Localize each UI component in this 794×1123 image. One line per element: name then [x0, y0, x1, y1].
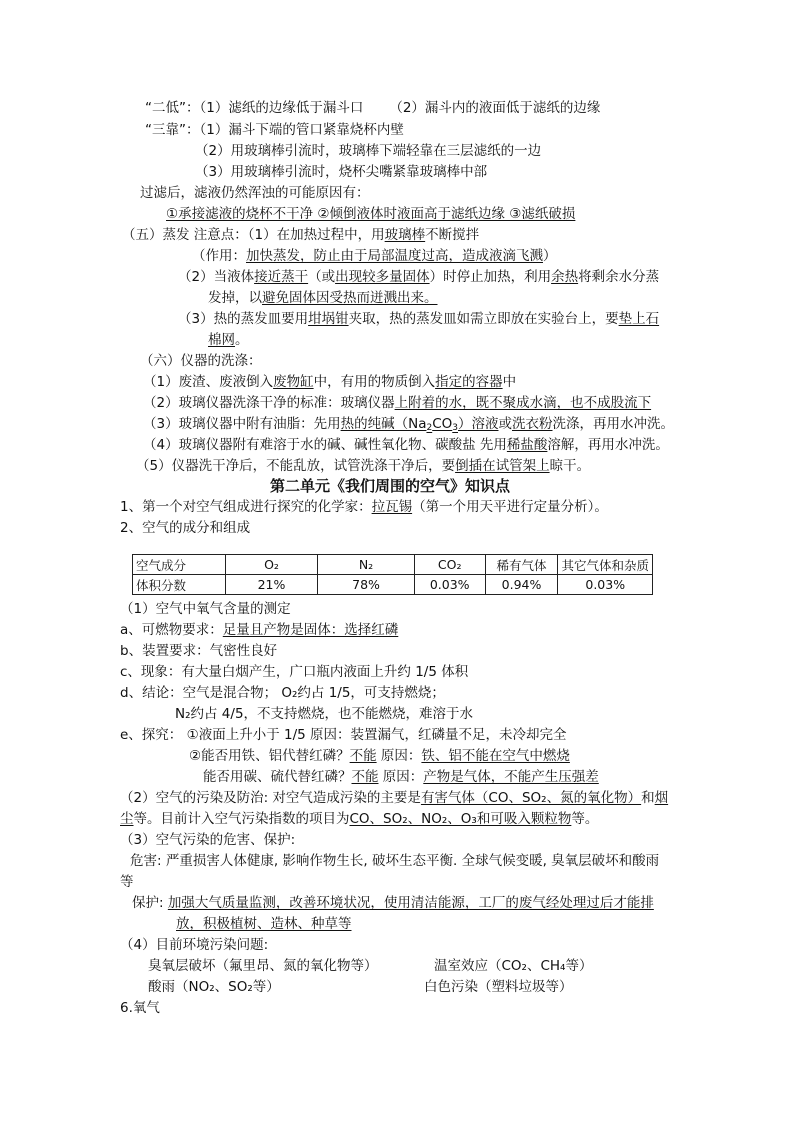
table-row: [133, 555, 653, 575]
table-header-cell: O₂: [225, 555, 318, 575]
pol-l1-b: 和: [641, 790, 655, 806]
w1-u1: 废物缸: [273, 374, 314, 390]
w2-a: （2）玻璃仪器洗涤干净的标准：玻璃仪器: [143, 395, 395, 411]
u2-i1-a: 1、第一个对空气组成进行探究的化学家：: [120, 499, 372, 515]
p3-b: 夹取，热的蒸发皿如需立即放在实验台上，要: [348, 311, 619, 327]
washing-5: [136, 456, 590, 476]
ox-e3-b: 原因：: [378, 769, 424, 785]
table-cell: 0.03%: [414, 575, 485, 595]
pol-l2-b: 等。: [571, 811, 599, 827]
issue-acid-rain: 酸雨（NO₂、SO₂等）: [148, 979, 280, 995]
w1-u2: 指定的容器: [435, 374, 503, 390]
oxygen-a: [120, 620, 398, 640]
ox-e2-a: ②能否用铁、铝代替红磷？: [189, 748, 350, 764]
pollution-line-1: [120, 788, 668, 808]
table-cell: 0.94%: [485, 575, 558, 595]
w1-c: 中: [502, 374, 517, 390]
w5-b: 晾干。: [549, 458, 591, 474]
pollution-issues-heading: （4）目前环境污染问题:: [120, 937, 269, 953]
table-cell: 78%: [318, 575, 415, 595]
sankao-point-1: （1）漏斗下端的管口紧靠烧杯内壁: [199, 122, 404, 138]
ox-a-u: 足量且产物是固体：选择红磷: [222, 622, 399, 638]
oxygen-d2: N₂约占 4/5，不支持燃烧，也不能燃烧，难溶于水: [175, 706, 474, 722]
w3-sub2: 3: [452, 423, 458, 433]
unit-2-item-1: [120, 497, 608, 517]
issue-greenhouse: 温室效应（CO₂、CH₄等）: [434, 958, 593, 974]
p2-e: 发掉，以: [208, 290, 262, 306]
p2-u1: 接近蒸干: [254, 269, 309, 285]
air-composition-table: [132, 554, 653, 595]
w5-u1: 倒插在试管架上: [455, 458, 550, 474]
table-header-cell: 空气成分: [133, 555, 226, 575]
u2-i1-u: 拉瓦锡: [371, 499, 413, 515]
w3-b: 或: [498, 416, 512, 432]
purpose-end: ）: [543, 248, 557, 264]
w3-a: （3）玻璃仪器中附有油脂：先用: [143, 416, 341, 432]
unit-2-title: 第二单元《我们周围的空气》知识点: [270, 477, 511, 495]
w3-sub: 2: [426, 423, 433, 433]
pol-l1-u2: 烟: [654, 790, 669, 806]
pol-l2-a: 等。目前计入空气污染指数的项目为: [133, 811, 350, 827]
pol-protect-a: 保护:: [132, 895, 168, 911]
evaporation-point-2-cont: [208, 288, 438, 308]
evaporation-heading: [122, 225, 479, 245]
washing-2: [143, 393, 651, 413]
evaporation-point-2: [178, 267, 659, 287]
oxygen-e1: e、探究： ①液面上升小于 1/5 原因：装置漏气，红磷量不足，未冷却完全: [120, 727, 567, 743]
oxygen-b: b、装置要求：气密性良好: [120, 643, 278, 659]
ox-e3-a: 能否用碳、硫代替红磷？: [203, 769, 352, 785]
p3-a: （3）热的蒸发皿要用: [178, 311, 309, 327]
pol-protect-u1: 加强大气质量监测，改善环境状况，使用清洁能源，工厂的废气经处理过后才能排: [167, 895, 654, 911]
pol-l2-u2: CO、SO₂、NO₂、O₃和可吸入颗粒物: [349, 811, 572, 827]
sankao-label: “三靠”：: [145, 122, 200, 138]
table-cell: 0.03%: [558, 575, 653, 595]
ox-e3-u1: 不能: [351, 769, 379, 785]
w1-a: （1）废渣、废液倒入: [143, 374, 274, 390]
table-row: [133, 575, 653, 595]
table-cell: 体积分数: [133, 575, 226, 595]
p2-u3: 余热: [551, 269, 579, 285]
evaporation-heading-end: 不断搅拌: [425, 227, 480, 243]
erdi-label: “二低”：: [145, 100, 200, 116]
issue-ozone: 臭氧层破坏（氟里昂、氮的氧化物等）: [148, 958, 378, 974]
unit-2-item-2: 2、空气的成分和组成: [120, 520, 251, 536]
u2-i1-b: （第一个用天平进行定量分析）。: [412, 499, 608, 515]
pollution-harm: 危害: 严重损害人体健康, 影响作物生长, 破坏生态平衡. 全球气候变暖, 臭氧层破坏和酸雨: [130, 853, 660, 869]
p3-u3: 棉网: [208, 332, 235, 348]
w1-b: 中，有用的物质倒入: [313, 374, 436, 390]
issue-white-pollution: 白色污染（塑料垃圾等）: [424, 979, 573, 995]
purpose-prefix: （作用：: [192, 248, 246, 264]
oxygen-d1: d、结论：空气是混合物； O₂约占 1/5，可支持燃烧；: [120, 685, 445, 701]
washing-1: [143, 372, 516, 392]
pol-l2-u1: 尘: [120, 811, 134, 827]
table-cell: 21%: [225, 575, 318, 595]
evaporation-point-3-cont: [208, 330, 249, 350]
oxygen-heading: （1）空气中氧气含量的测定: [120, 601, 291, 617]
pollution-harm-heading: （3）空气污染的危害、保护:: [120, 832, 296, 848]
ox-e2-b: 原因：: [376, 748, 422, 764]
erdi-line: [145, 98, 600, 118]
p2-u2: 出现较多量固体: [335, 269, 430, 285]
glass-rod-term: 玻璃棒: [384, 227, 426, 243]
sankao-line: [145, 120, 404, 140]
table-header-cell: N₂: [318, 555, 415, 575]
sankao-point-2: （2）用玻璃棒引流时，玻璃棒下端轻靠在三层滤纸的一边: [195, 143, 542, 159]
pol-l1-u1: 有害气体（CO、SO₂、氮的氧化物）: [420, 790, 642, 806]
purpose-text: 加快蒸发，防止由于局部温度过高，造成液滴飞溅: [246, 248, 543, 264]
w2-u1: 上附着的水，既不聚成水滴，也不成股流下: [394, 395, 652, 411]
p2-d: 将剩余水分蒸: [578, 269, 660, 285]
table-header-cell: 稀有气体: [485, 555, 558, 575]
p3-c: 。: [235, 332, 249, 348]
washing-4: [143, 435, 669, 455]
pollution-protect-cont: 放，积极植树、造林、种草等: [176, 916, 352, 932]
evaporation-point-3: [178, 309, 659, 329]
erdi-point-1: （1）滤纸的边缘低于漏斗口: [199, 100, 364, 116]
section-6-oxygen: 6.氧气: [120, 1000, 160, 1016]
w3-c: 洗涤，再用水冲洗。: [552, 416, 674, 432]
pol-l1-a: （2）空气的污染及防治: 对空气造成污染的主要是: [120, 790, 421, 806]
evaporation-heading-text: （五）蒸发 注意点：（1）在加热过程中，用: [122, 227, 385, 243]
pollution-protect: [132, 893, 654, 913]
w3-u1: 热的纯碱（Na: [340, 416, 427, 432]
w4-u1: 稀盐酸: [506, 437, 548, 453]
sankao-point-3: （3）用玻璃棒引流时，烧杯尖嘴紧靠玻璃棒中部: [195, 164, 488, 180]
oxygen-e2: [189, 746, 570, 766]
w3-u4: 洗衣粉: [512, 416, 553, 432]
p3-u1: 坩埚钳: [308, 311, 349, 327]
p2-c: ）时停止加热，利用: [429, 269, 552, 285]
erdi-point-2: （2）漏斗内的液面低于滤纸的边缘: [389, 100, 601, 116]
oxygen-e3: [203, 767, 599, 787]
turbid-question: 过滤后，滤液仍然浑浊的可能原因有：: [140, 185, 370, 201]
w5-a: （5）仪器洗干净后，不能乱放，试管洗涤干净后，要: [136, 458, 456, 474]
w3-u2: CO: [432, 416, 453, 432]
p3-u2: 垫上石: [618, 311, 660, 327]
evaporation-purpose: [192, 246, 557, 266]
w4-b: 溶解，再用水冲洗。: [547, 437, 669, 453]
table-header-cell: CO₂: [414, 555, 485, 575]
p2-b: （或: [308, 269, 336, 285]
turbid-answer: ①承接滤液的烧杯不干净 ②倾倒液体时液面高于滤纸边缘 ③滤纸破损: [166, 206, 576, 222]
p2-a: （2）当液体: [178, 269, 255, 285]
p2-u4: 避免固体因受热而迸溅出来。: [262, 290, 438, 306]
pollution-line-2: [120, 809, 598, 829]
w4-a: （4）玻璃仪器附有难溶于水的碱、碱性氧化物、碳酸盐 先用: [143, 437, 507, 453]
w3-u3: ）溶液: [458, 416, 499, 432]
ox-a-pre: a、可燃物要求：: [120, 622, 223, 638]
ox-e3-u2: 产物是气体，不能产生压强差: [423, 769, 599, 785]
ox-e2-u1: 不能: [349, 748, 377, 764]
table-header-cell: 其它气体和杂质: [558, 555, 653, 575]
ox-e2-u2: 铁、铝不能在空气中燃烧: [421, 748, 570, 764]
pollution-harm-cont: 等: [120, 874, 134, 890]
washing-heading: （六）仪器的洗涤：: [140, 353, 262, 369]
oxygen-c: c、现象：有大量白烟产生，广口瓶内液面上升约 1/5 体积: [120, 664, 469, 680]
